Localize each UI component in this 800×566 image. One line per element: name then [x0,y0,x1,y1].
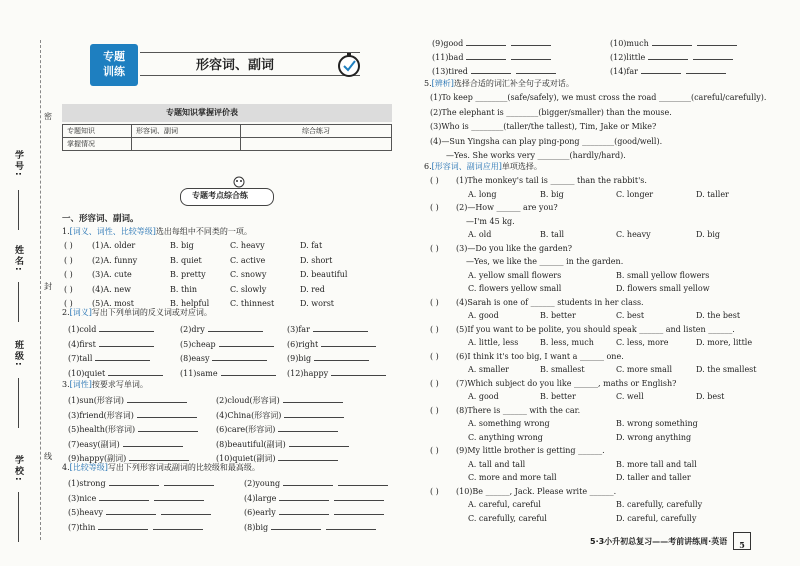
choice-option[interactable]: C. flowers yellow small [468,284,562,293]
choice-option[interactable]: D. the smallest [696,365,757,374]
answer-paren[interactable]: ( ) [430,446,439,455]
word-label: (9)big [287,354,312,363]
stopwatch-icon [336,52,362,78]
word-item [216,452,338,464]
comparative-blank[interactable] [106,506,156,515]
answer-blank[interactable] [219,338,274,347]
answer-paren[interactable]: ( ) [64,241,73,250]
superlative-blank[interactable] [154,492,204,501]
q4-prompt [62,463,260,473]
superlative-blank[interactable] [697,37,737,46]
answer-paren[interactable]: ( ) [430,176,439,185]
choice-option[interactable]: A. careful, careful [468,500,541,509]
word-label: (10)quiet(副词) [216,454,276,463]
choice-option[interactable]: D. careful, carefully [616,513,697,523]
choice-option[interactable]: B. big [540,189,564,199]
choice-option[interactable]: D. taller and taller [616,473,691,482]
choice-option[interactable]: C. anything wrong [468,432,543,442]
choice-option[interactable]: D. wrong anything [616,432,692,442]
comparative-blank[interactable] [109,477,159,486]
answer-paren[interactable]: ( ) [64,284,73,294]
question-stem-2: —Yes, we like the ______ in the garden. [466,257,624,266]
name-line [18,282,19,322]
fill-sentence[interactable]: —Yes. She works very ________(hardly/hard). [446,151,626,160]
header-title: 形容词、副词 [196,58,275,73]
choice-option[interactable]: B. less, much [540,338,594,347]
eval-table [62,124,392,151]
comparative-blank[interactable] [652,37,692,46]
word-label: (1)sun(形容词) [68,396,124,405]
footer-page-box [733,532,751,550]
choice-option[interactable]: C. heavy [616,230,651,239]
topic-badge [90,44,138,86]
word-label: (6)right [287,339,319,349]
word-item [287,323,368,335]
word-label: (6)care(形容词) [216,425,276,434]
question-stem: (1)The monkey's tail is ______ than the rabbit's. [456,176,647,185]
choice-option[interactable]: B. tall [540,230,565,239]
word-label: (4)China(形容词) [216,410,282,420]
comparative-blank[interactable] [279,492,329,501]
word-item [68,506,211,518]
word-item [68,409,197,421]
word-label: (9)happy(副词) [68,454,127,463]
choice-option[interactable]: A. little, less [468,338,519,347]
word-label: (7)thin [68,522,96,532]
choice-option[interactable]: B. better [540,311,576,320]
word-item [610,37,737,49]
q5-num: 5. [424,79,432,88]
word-label: (1)strong [68,479,106,488]
word-item [287,367,386,379]
superlative-blank[interactable] [338,477,388,486]
answer-paren[interactable]: ( ) [430,351,439,361]
option-text: B. quiet [170,255,202,265]
word-item [68,352,150,364]
word-item [287,338,376,350]
word-item [216,409,344,421]
school-label: 学校: [13,455,23,483]
comparative-blank[interactable] [98,521,148,530]
word-item [244,477,388,489]
q1-tag: [词义、词性、比较等级] [69,227,156,236]
eval-table-title: 专题知识掌握评价表 [166,108,238,117]
word-item [610,65,726,77]
question-stem: (3)—Do you like the garden? [456,243,573,253]
word-label: (6)early [244,508,276,517]
answer-blank[interactable] [108,367,163,376]
answer-blank[interactable] [283,394,343,403]
choice-option[interactable]: D. best [696,392,725,401]
answer-blank[interactable] [95,352,150,361]
comparative-blank[interactable] [471,65,511,74]
choice-option[interactable]: A. tall and tall [468,459,526,469]
word-label: (8)beautiful(副词) [216,439,286,449]
word-item [432,51,551,63]
q2-num: 2. [62,308,70,317]
q3-prompt [62,380,148,390]
choice-option[interactable]: A. something wrong [468,419,550,428]
word-item [180,338,274,350]
word-label: (10)quiet [68,368,106,378]
answer-paren[interactable]: ( ) [64,255,73,265]
option-text: D. fat [300,241,323,250]
comparative-blank[interactable] [99,492,149,501]
choice-option[interactable]: B. carefully, carefully [616,500,703,509]
answer-blank[interactable] [331,367,386,376]
superlative-blank[interactable] [164,477,214,486]
option-text: D. short [300,255,333,265]
q3-text: 按要求写单词。 [91,380,148,389]
q2-prompt [62,308,212,318]
word-label: (11)same [180,368,218,378]
q5-tag: [辨析] [431,79,454,88]
comparative-blank[interactable] [283,477,333,486]
fill-sentence[interactable]: (4)—Sun Yingsha can play ping-pong ________(good/well). [430,136,663,146]
choice-option[interactable]: D. the best [696,311,741,320]
class-line [18,378,19,428]
q5-text: 选择合适的词汇补全句子或对话。 [453,79,574,88]
superlative-blank[interactable] [161,506,211,515]
eval-cell-topic-label: 专题知识 [63,125,132,138]
choice-option[interactable]: B. more tall and tall [616,459,697,469]
superlative-blank[interactable] [326,521,376,530]
student-number-line [18,190,19,230]
word-item [68,492,204,504]
word-item [244,506,384,518]
superlative-blank[interactable] [153,521,203,530]
answer-blank[interactable] [212,352,267,361]
answer-blank[interactable] [127,394,187,403]
word-label: (10)much [610,39,649,48]
word-item [216,438,349,450]
option-text: D. red [300,284,325,294]
mascot-icon [232,175,246,189]
word-item [68,423,198,435]
option-text: B. thin [170,284,198,294]
word-item [180,367,276,379]
word-label: (9)good [432,39,464,48]
question-stem: (5)If you want to be polite, you should speak ______ and listen ______. [456,324,735,334]
word-item [432,37,551,49]
choice-option[interactable]: A. long [468,189,497,199]
word-label: (8)easy [180,354,210,363]
word-item [180,352,267,364]
page-number: 5 [739,540,745,550]
choice-option[interactable]: A. good [468,392,499,401]
comparative-blank[interactable] [648,51,688,60]
answer-blank[interactable] [138,423,198,432]
word-label: (4)first [68,339,96,349]
word-label: (12)happy [287,368,329,378]
answer-blank[interactable] [278,423,338,432]
fill-sentence[interactable]: (3)Who is ________(taller/the tallest), Tim, Jake or Mike? [430,122,657,131]
answer-blank[interactable] [313,323,368,332]
comparative-blank[interactable] [279,506,329,515]
student-number-label: 学号: [13,150,23,178]
choice-option[interactable]: C. more small [616,365,673,374]
answer-blank[interactable] [129,452,189,461]
word-item [68,438,183,450]
word-label: (1)cold [68,325,97,334]
binding-margin [0,0,60,566]
word-item [216,394,343,406]
question-stem: (9)My little brother is getting ______. [456,446,605,455]
superlative-blank[interactable] [516,65,556,74]
answer-blank[interactable] [289,438,349,447]
answer-paren[interactable]: ( ) [64,299,73,308]
answer-paren[interactable]: ( ) [430,297,439,307]
word-item [432,65,556,77]
option-text: (2)A. funny [92,255,138,265]
choice-option[interactable]: A. old [468,230,492,239]
answer-blank[interactable] [321,338,376,347]
eval-cell-mastery-value[interactable] [132,138,241,151]
q5-prompt [424,79,574,89]
section1-heading: 一、形容词、副词。 [62,214,139,224]
q2-text: 写出下列单词的反义词或对应词。 [91,308,212,317]
answer-paren[interactable]: ( ) [430,378,439,388]
question-stem-2: —I'm 45 kg. [466,216,515,226]
answer-blank[interactable] [278,452,338,461]
choice-option[interactable]: D. flowers small yellow [616,284,710,293]
word-label: (5)cheap [180,339,216,349]
word-item [68,477,214,489]
word-label: (5)health(形容词) [68,425,136,434]
word-label: (7)easy(副词) [68,439,120,449]
q2-tag: [词义] [69,308,92,317]
word-label: (13)tired [432,67,468,76]
word-label: (12)little [610,53,646,62]
eval-cell-practice: 综合练习 [241,125,392,138]
option-text: (5)A. most [92,299,134,308]
word-label: (3)friend(形容词) [68,410,134,420]
word-item [68,452,189,464]
fill-sentence[interactable]: (2)The elephant is ________(bigger/smaller) than the mouse. [430,107,672,117]
option-text: B. pretty [170,270,206,279]
answer-paren[interactable]: ( ) [430,203,439,212]
superlative-blank[interactable] [511,51,551,60]
word-label: (2)cloud(形容词) [216,396,280,405]
word-label: (7)tall [68,354,93,363]
option-text: C. snowy [230,270,267,279]
choice-option[interactable]: A. yellow small flowers [468,270,562,280]
answer-paren[interactable]: ( ) [430,243,439,253]
eval-cell-mastery-label: 掌握情况 [63,138,132,151]
word-item [287,352,369,364]
word-item [180,323,263,335]
word-label: (5)heavy [68,508,104,517]
answer-blank[interactable] [137,409,197,418]
superlative-blank[interactable] [693,51,733,60]
option-text: C. active [230,255,266,265]
fill-sentence[interactable]: (1)To keep ________(safe/safely), we must cross the road ________(careful/carefully). [430,93,767,102]
word-item [68,521,203,533]
word-item [244,492,384,504]
word-item [216,423,338,435]
comparative-blank[interactable] [641,65,681,74]
eval-cell-topic-value: 形容词、副词 [132,125,241,138]
question-stem: (10)Be ______, Jack. Please write ______. [456,486,617,496]
fold-mark-1: 密 [44,112,52,121]
class-label: 班级: [13,340,23,368]
badge-line1: 专题 [103,50,125,63]
answer-blank[interactable] [99,338,154,347]
choice-option[interactable]: D. taller [696,189,729,199]
answer-paren[interactable]: ( ) [430,324,439,334]
question-stem: (4)Sarah is one of ______ students in her class. [456,297,644,307]
q3-tag: [词性] [69,380,92,389]
superlative-blank[interactable] [686,65,726,74]
answer-blank[interactable] [208,323,263,332]
q4-num: 4. [62,463,70,472]
choice-option[interactable]: C. best [616,311,645,320]
word-label: (4)large [244,493,277,503]
choice-option[interactable]: C. more and more tall [468,473,557,482]
answer-blank[interactable] [314,352,369,361]
q1-num: 1. [62,227,70,236]
answer-paren[interactable]: ( ) [430,486,439,496]
q3-num: 3. [62,380,70,389]
comparative-blank[interactable] [271,521,321,530]
option-text: D. worst [300,299,335,308]
q4-text: 写出下列形容词或副词的比较级和最高级。 [107,463,260,472]
comparative-blank[interactable] [466,51,506,60]
q6-prompt [424,162,542,172]
choice-option[interactable]: B. better [540,392,576,401]
word-label: (3)nice [68,493,97,503]
superlative-blank[interactable] [511,37,551,46]
word-item [68,323,154,335]
option-text: (3)A. cute [92,270,132,279]
question-stem: (2)—How ______ are you? [456,203,558,212]
question-stem: (6)I think it's too big, I want a ______ one. [456,351,624,361]
choice-option[interactable]: A. good [468,311,499,320]
option-text: (4)A. new [92,284,131,294]
question-stem: (8)There is ______ with the car. [456,405,581,415]
q6-text: 单项选择。 [501,162,542,171]
choice-option[interactable]: D. big [696,230,721,239]
word-item [610,51,733,63]
option-text: C. thinnest [230,299,275,308]
eval-cell-mastery-practice[interactable] [241,138,392,151]
word-label: (14)far [610,67,638,76]
choice-option[interactable]: C. less, more [616,338,669,347]
q4-tag: [比较等级] [69,463,108,472]
q1-text: 选出每组中不同类的一项。 [155,227,252,236]
choice-option[interactable]: B. wrong something [616,419,698,428]
q6-tag: [形容词、副词应用] [431,162,502,171]
superlative-blank[interactable] [334,492,384,501]
binding-dashed-line [40,40,41,540]
fold-mark-2: 封 [44,282,52,291]
answer-paren[interactable]: ( ) [64,270,73,279]
option-text: D. beautiful [300,270,348,279]
word-item [68,394,187,406]
q1-prompt [62,227,252,237]
word-label: (8)big [244,522,269,532]
q6-num: 6. [424,162,432,171]
word-label: (11)bad [432,53,464,62]
superlative-blank[interactable] [334,506,384,515]
option-text: C. slowly [230,284,267,294]
option-text: C. heavy [230,241,265,250]
comparative-blank[interactable] [466,37,506,46]
word-label: (2)dry [180,325,205,334]
option-text: (1)A. older [92,241,136,250]
word-item [68,338,154,350]
word-item [244,521,376,533]
badge-line2: 训练 [103,65,125,78]
choice-option[interactable]: C. well [616,392,644,401]
option-text: B. big [170,241,194,250]
choice-option[interactable]: B. smallest [540,365,585,374]
choice-option[interactable]: B. small yellow flowers [616,270,710,280]
answer-blank[interactable] [123,438,183,447]
answer-blank[interactable] [221,367,276,376]
footer-text: 5·3小升初总复习——考前讲练周·英语 [590,537,728,546]
choice-option[interactable]: C. longer [616,189,654,199]
answer-blank[interactable] [284,409,344,418]
school-line [18,492,19,542]
word-label: (3)far [287,325,310,334]
word-item [68,367,163,379]
answer-paren[interactable]: ( ) [430,405,439,415]
choice-option[interactable]: C. carefully, careful [468,513,547,523]
option-text: B. helpful [170,299,210,308]
choice-option[interactable]: D. more, little [696,338,753,347]
question-stem: (7)Which subject do you like ______, maths or English? [456,378,677,388]
section-banner-text: 专题考点综合练 [192,191,248,200]
fold-mark-3: 线 [44,452,52,461]
choice-option[interactable]: A. smaller [468,365,509,374]
name-label: 姓名: [13,245,23,273]
word-label: (2)young [244,479,281,488]
answer-blank[interactable] [99,323,154,332]
